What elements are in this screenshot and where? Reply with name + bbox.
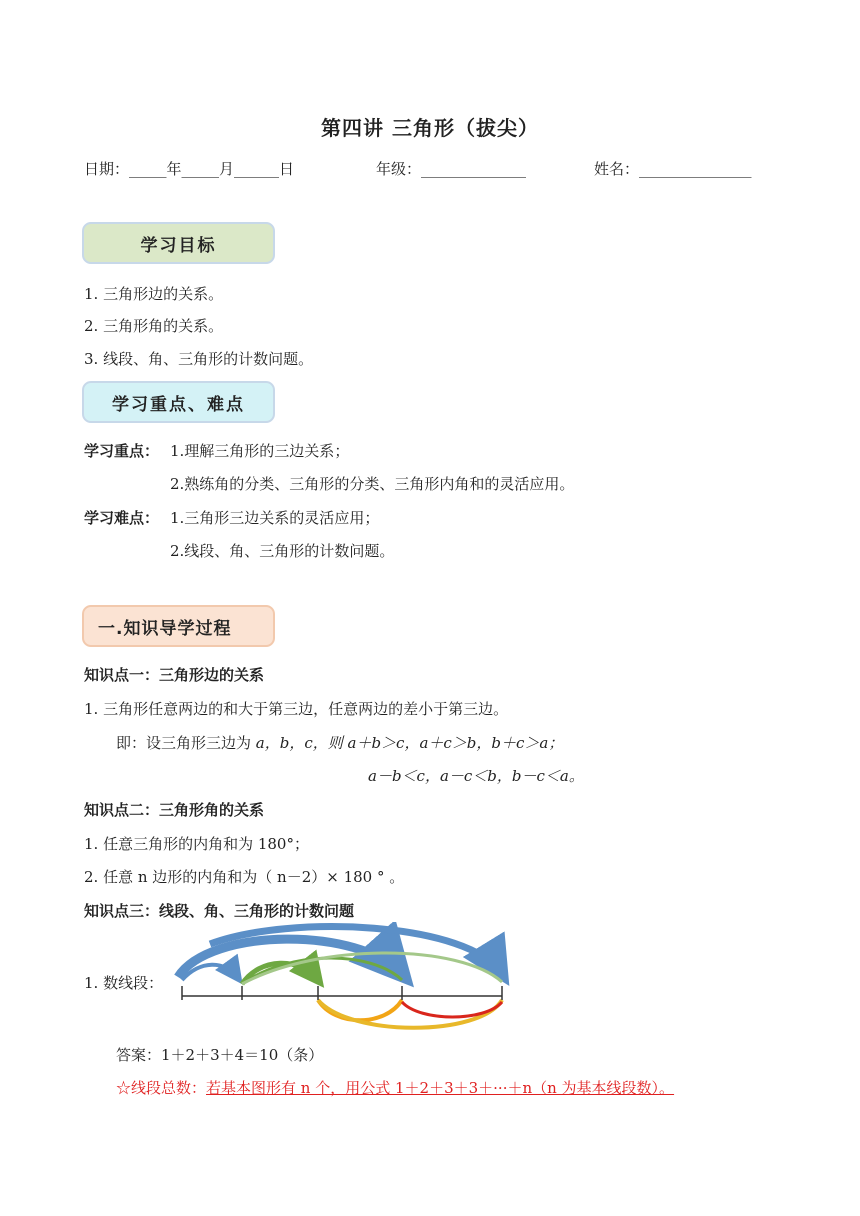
key-point-2: 2.熟练角的分类、三角形的分类、三角形内角和的灵活应用。 (170, 475, 575, 493)
focus-heading: 学习重点、难点 (82, 381, 275, 423)
name-field: 姓名：_______________ (594, 160, 752, 178)
kp1-line-2-math: a，b，c，则 a＋b＞c，a＋c＞b，b＋c＞a； (255, 734, 564, 752)
kp2-title: 知识点二：三角形角的关系 (84, 801, 265, 819)
line-segment-diagram (170, 922, 520, 1034)
difficult-points-label: 学习难点： (84, 509, 160, 527)
section-heading: 一.知识导学过程 (82, 605, 275, 647)
kp3-tip (116, 1077, 674, 1098)
kp3-title: 知识点三：线段、角、三角形的计数问题 (84, 902, 355, 920)
tip-prefix: ☆线段总数： (116, 1079, 207, 1097)
page-title: 第四讲 三角形（拔尖） (321, 116, 539, 140)
kp1-title: 知识点一：三角形边的关系 (84, 666, 265, 684)
difficult-point-2: 2.线段、角、三角形的计数问题。 (170, 542, 395, 560)
kp1-line-3-math: a－b＜c，a－c＜b，b－c＜a。 (368, 767, 584, 785)
goal-item-1: 1. 三角形边的关系。 (84, 285, 224, 303)
learning-goals-heading: 学习目标 (82, 222, 275, 264)
goal-item-2: 2. 三角形角的关系。 (84, 317, 224, 335)
tip-body: 若基本图形有 n 个，用公式 1＋2＋3＋3＋···＋n（n 为基本线段数）。 (206, 1079, 675, 1097)
kp1-line-1: 1. 三角形任意两边的和大于第三边，任意两边的差小于第三边。 (84, 700, 509, 718)
goal-item-3: 3. 线段、角、三角形的计数问题。 (84, 350, 314, 368)
kp1-line-3 (368, 765, 584, 786)
kp2-line-2: 2. 任意 n 边形的内角和为（ n－2）× 180 ° 。 (84, 868, 405, 886)
key-points-label: 学习重点： (84, 442, 160, 460)
key-point-1: 1.理解三角形的三边关系； (170, 442, 350, 460)
kp2-line-1: 1. 任意三角形的内角和为 180°； (84, 835, 309, 853)
kp3-label: 1. 数线段： (84, 974, 164, 992)
kp1-line-2 (116, 732, 563, 753)
segment-line (182, 986, 502, 1000)
kp3-answer: 答案：1＋2＋3＋4＝10（条） (116, 1046, 324, 1064)
blue-arcs (178, 927, 502, 980)
bottom-arcs (318, 1000, 502, 1028)
grade-field: 年级：______________ (376, 160, 527, 178)
date-field: 日期：_____年_____月______日 (84, 160, 295, 178)
green-arc-mid (242, 958, 402, 984)
difficult-point-1: 1.三角形三边关系的灵活应用； (170, 509, 380, 527)
kp1-line-2-prefix: 即：设三角形三边为 (116, 734, 256, 752)
